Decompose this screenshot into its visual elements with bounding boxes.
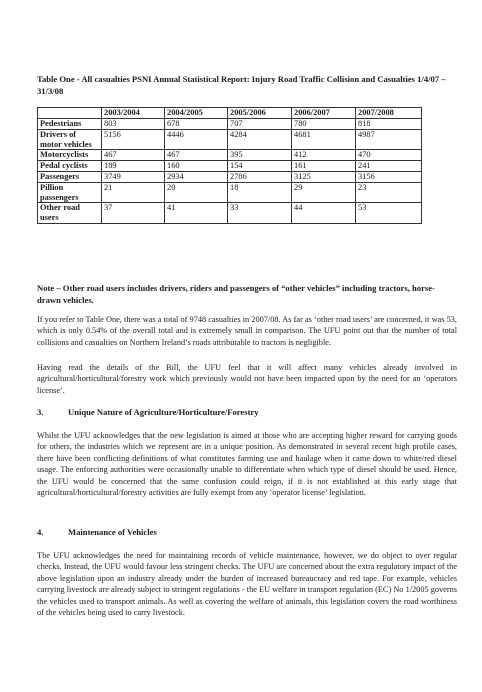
table-cell: 21 bbox=[102, 183, 165, 203]
table-cell: 4446 bbox=[165, 130, 228, 150]
row-label: Pedestrians bbox=[38, 119, 102, 130]
table-cell: 412 bbox=[292, 150, 356, 161]
table-cell: 678 bbox=[165, 119, 228, 130]
table-cell: 161 bbox=[292, 161, 356, 172]
header-cell: 2003/2004 bbox=[102, 108, 165, 119]
table-cell: 4987 bbox=[356, 130, 422, 150]
table-cell: 41 bbox=[165, 203, 228, 223]
table-cell: 23 bbox=[356, 183, 422, 203]
header-cell bbox=[38, 108, 102, 119]
header-cell: 2005/2006 bbox=[228, 108, 292, 119]
header-cell: 2004/2005 bbox=[165, 108, 228, 119]
row-label: Pedal cyclists bbox=[38, 161, 102, 172]
section-title: Unique Nature of Agriculture/Horticulture/Forestry bbox=[68, 407, 259, 417]
table-cell: 395 bbox=[228, 150, 292, 161]
table-cell: 470 bbox=[356, 150, 422, 161]
table-cell: 3125 bbox=[292, 172, 356, 183]
section-4-text: The UFU acknowledges the need for maintaining records of vehicle maintenance, however, we do object to over regular checks. Instead, the UFU would favour less stringent checks. The UFU are concerned about the extra regulatory impact of the above legislation upon an industry already under the burden of increased bureaucracy and red tape. For example, vehicles carrying livestock are already subject to stringent regulations - the EU welfare in transport regulation (EC) No 1/2005 governs the vehicles used to transport animals. As well as covering the welfare of animals, this legislation covers the road worthiness of the vehicles being used to carry livestock. bbox=[37, 551, 457, 618]
table-cell: 154 bbox=[228, 161, 292, 172]
section-number: 4. bbox=[37, 527, 44, 537]
section-4-heading bbox=[37, 526, 157, 538]
table-cell: 780 bbox=[292, 119, 356, 130]
table-cell: 3749 bbox=[102, 172, 165, 183]
table-note: Note – Other road users includes drivers, riders and passengers of “other vehicles” including tractors, horse-drawn vehicles. bbox=[37, 283, 435, 305]
table-cell: 467 bbox=[102, 150, 165, 161]
casualties-table bbox=[37, 107, 422, 224]
table-row bbox=[38, 172, 422, 183]
section-3-text: Whilst the UFU acknowledges that the new legislation is aimed at those who are accepting higher reward for carrying goods for others, the industries which we represent are in a unique position. As demonstrated in several recent high profile cases, there have been conflicting definitions of what constitutes farming use and haulage when it came down to white/red diesel usage. The enforcing authorities were occasionally unable to differentiate when which type of diesel should be used. Hence, the UFU would be concerned that the same confusion could reign, if it is not established at this early stage that agricultural/horticultural/forestry activities are fully exempt from any ‘operator license’ legislation. bbox=[37, 431, 457, 498]
table-row bbox=[38, 203, 422, 223]
table-cell: 2786 bbox=[228, 172, 292, 183]
table-cell: 53 bbox=[356, 203, 422, 223]
table-caption: Table One - All casualties PSNI Annual Statistical Report: Injury Road Traffic Collision and Casualties 1/4/07 – 31/3/08 bbox=[37, 74, 446, 96]
table-cell: 29 bbox=[292, 183, 356, 203]
section-3-heading bbox=[37, 406, 259, 418]
header-cell: 2007/2008 bbox=[356, 108, 422, 119]
table-row bbox=[38, 183, 422, 203]
table-cell: 5156 bbox=[102, 130, 165, 150]
table-cell: 467 bbox=[165, 150, 228, 161]
table-row bbox=[38, 150, 422, 161]
table-cell: 20 bbox=[165, 183, 228, 203]
table-cell: 3156 bbox=[356, 172, 422, 183]
section-number: 3. bbox=[37, 407, 44, 417]
row-label: Drivers of motor vehicles bbox=[38, 130, 102, 150]
paragraph-table-reference: If you refer to Table One, there was a total of 9748 casualties in 2007/08. As far as ‘other road users’ are concerned, it was 53, which is only 0.54% of the overall total and is extremely small in comparison. The UFU point out that the number of total collisions and casualties on Northern Ireland’s roads attributable to tractors is negligible. bbox=[37, 315, 457, 347]
table-cell: 2934 bbox=[165, 172, 228, 183]
paragraph-bill-impact: Having read the details of the Bill, the UFU feel that it will affect many vehicles already involved in agricultural/horticultural/forestry work which previously would not have been impacted upon by the need for an ‘operators license’. bbox=[37, 363, 457, 395]
table-cell: 189 bbox=[102, 161, 165, 172]
row-label: Passengers bbox=[38, 172, 102, 183]
table-cell: 160 bbox=[165, 161, 228, 172]
table-cell: 37 bbox=[102, 203, 165, 223]
table-cell: 44 bbox=[292, 203, 356, 223]
header-cell: 2006/2007 bbox=[292, 108, 356, 119]
row-label: Motorcyclists bbox=[38, 150, 102, 161]
row-label: Other road users bbox=[38, 203, 102, 223]
table-header-row bbox=[38, 108, 422, 119]
table-cell: 33 bbox=[228, 203, 292, 223]
table-cell: 803 bbox=[102, 119, 165, 130]
table-cell: 241 bbox=[356, 161, 422, 172]
table-cell: 818 bbox=[356, 119, 422, 130]
table-cell: 18 bbox=[228, 183, 292, 203]
table-cell: 4681 bbox=[292, 130, 356, 150]
table-row bbox=[38, 161, 422, 172]
table-row bbox=[38, 130, 422, 150]
table-row bbox=[38, 119, 422, 130]
table-cell: 4284 bbox=[228, 130, 292, 150]
table-cell: 707 bbox=[228, 119, 292, 130]
section-title: Maintenance of Vehicles bbox=[68, 527, 157, 537]
row-label: Pillion passengers bbox=[38, 183, 102, 203]
